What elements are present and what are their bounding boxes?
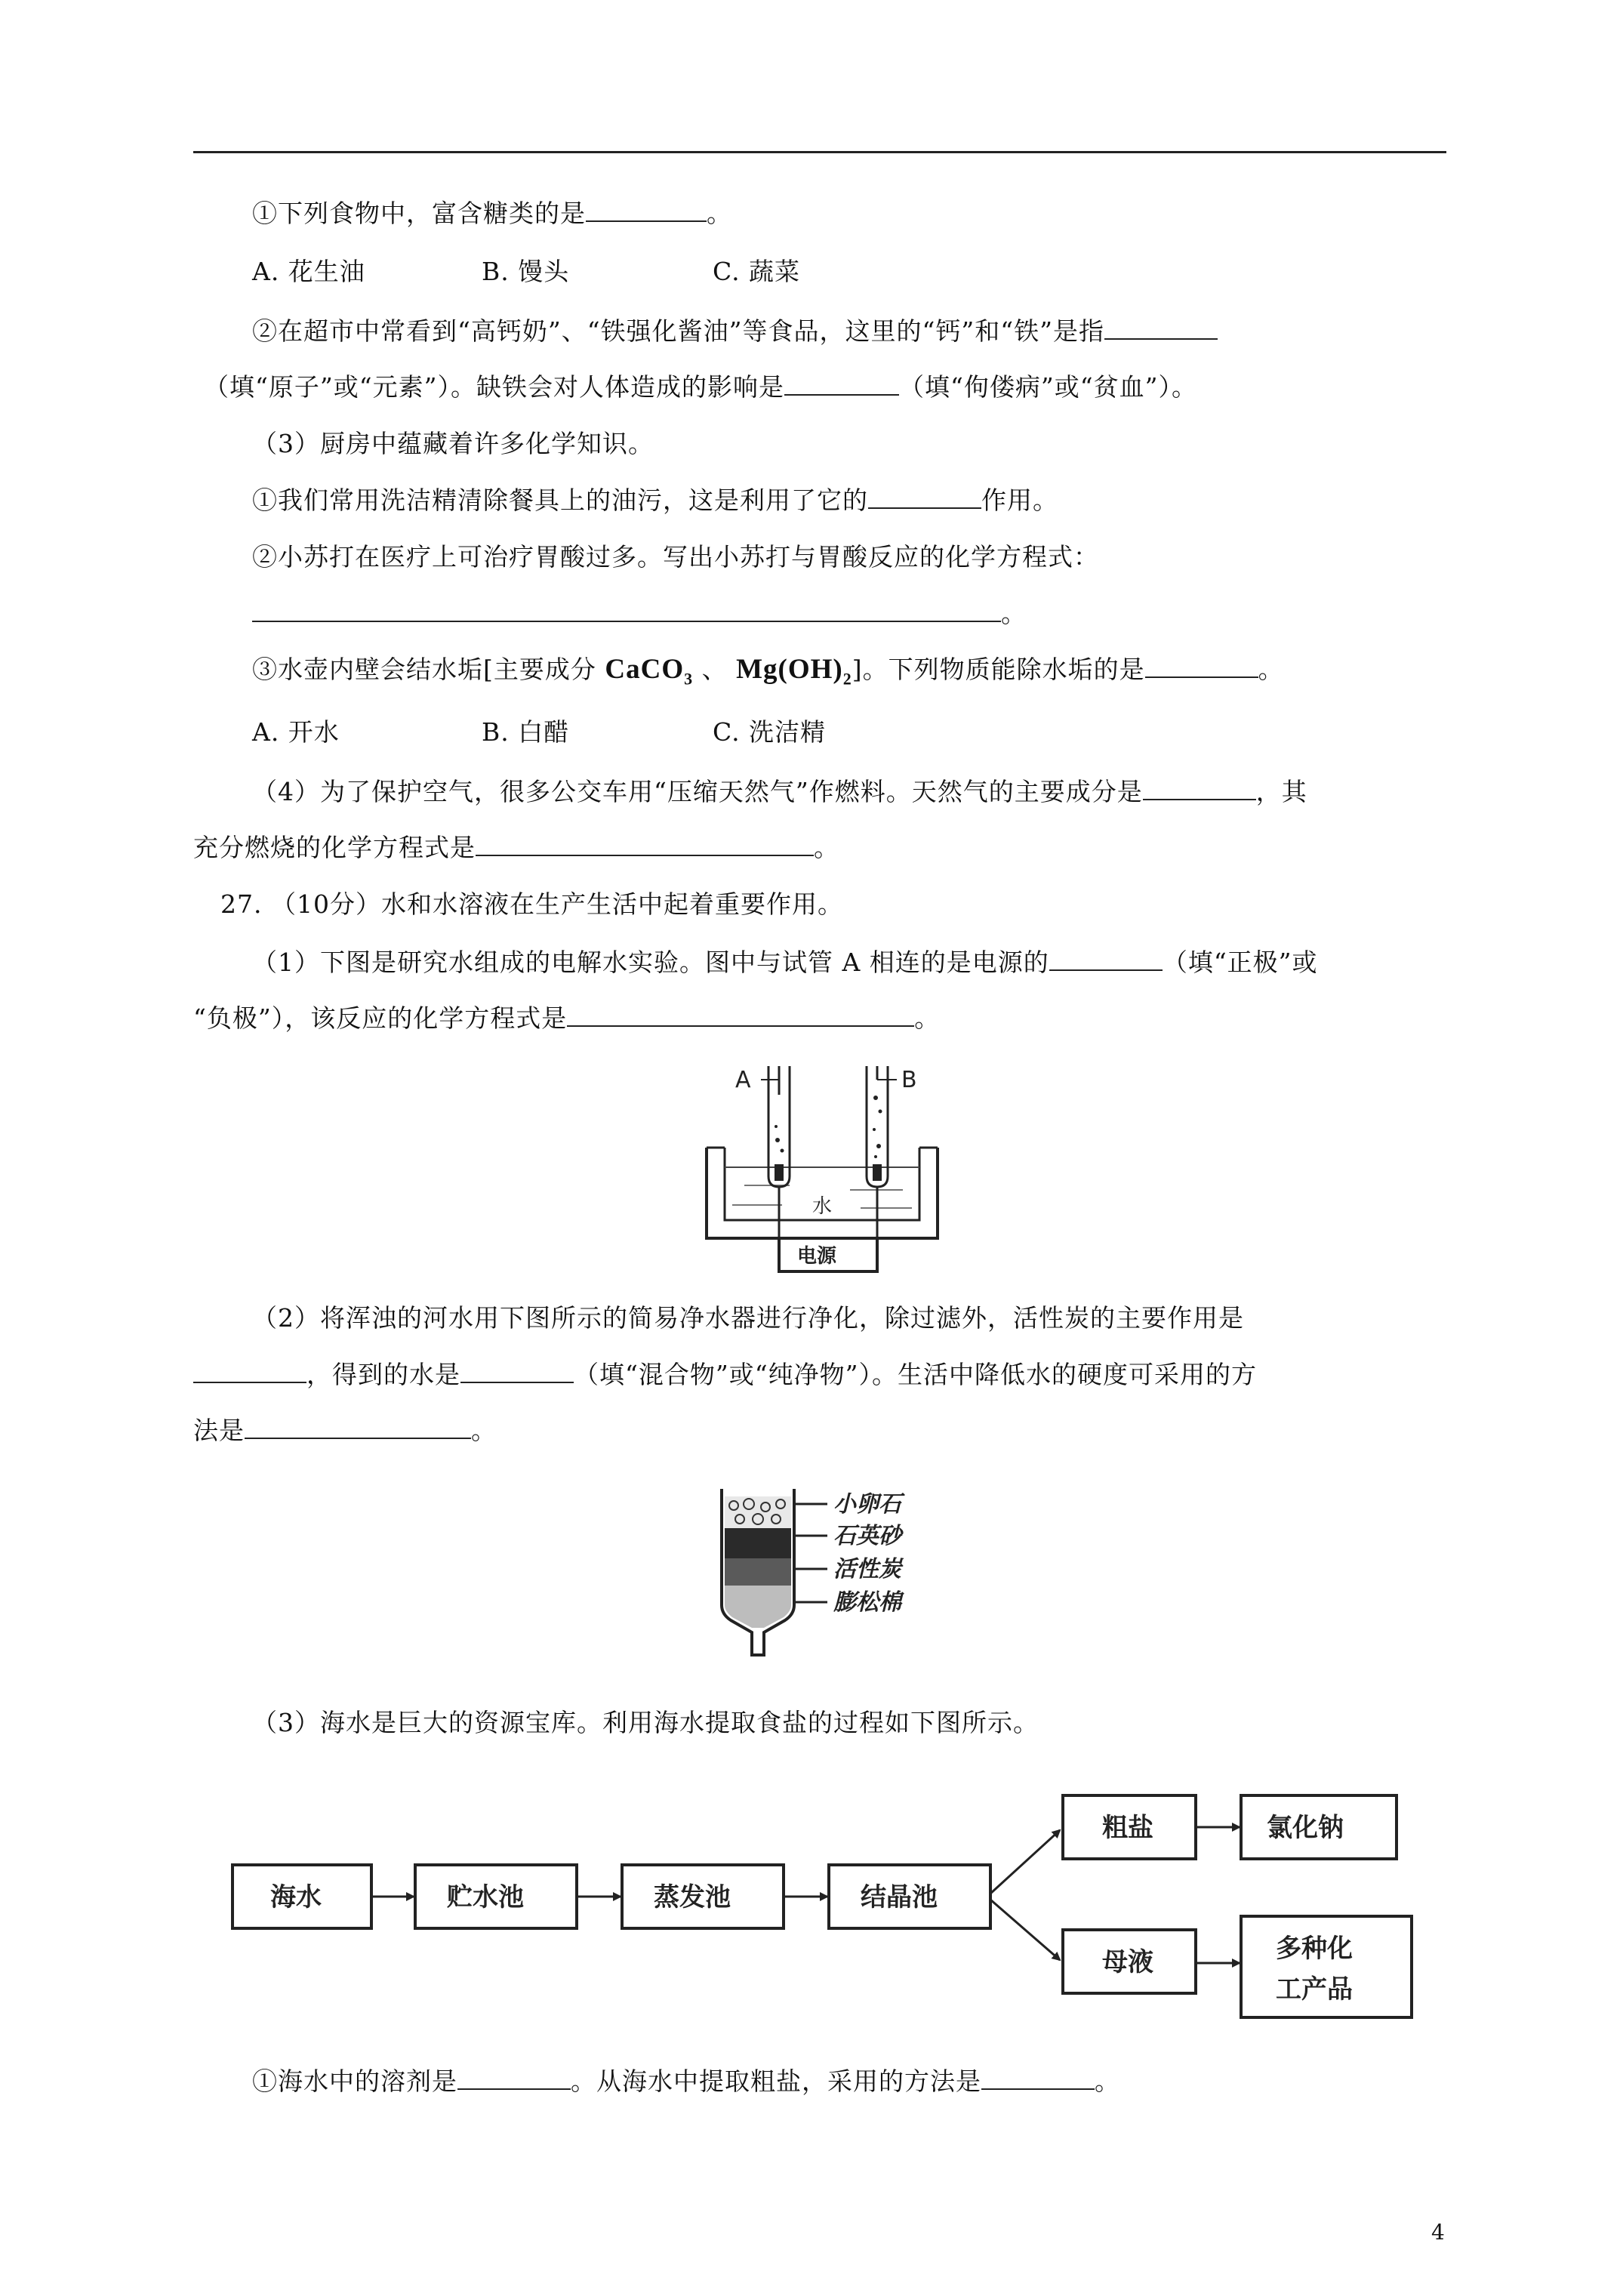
layer-activated-carbon: 活性炭 — [833, 1556, 901, 1583]
answer-blank[interactable] — [1104, 316, 1218, 340]
layer-pebbles: 小卵石 — [833, 1491, 901, 1518]
svg-text:贮水池: 贮水池 — [447, 1882, 524, 1912]
svg-text:粗盐: 粗盐 — [1102, 1813, 1153, 1843]
label-b: B — [901, 1067, 917, 1093]
svg-text:母液: 母液 — [1102, 1947, 1153, 1977]
q27-filter-cont: ，得到的水是 （填“混合物”或“纯净物”）。生活中降低水的硬度可采用的方 — [193, 1359, 1257, 1390]
q27-electrolysis: （1）下图是研究水组成的电解水实验。图中与试管 A 相连的是电源的 （填“正极”或 — [252, 948, 1318, 977]
svg-text:氯化钠: 氯化钠 — [1267, 1813, 1344, 1843]
power-label: 电源 — [797, 1245, 837, 1268]
box-reservoir — [415, 1865, 577, 1928]
answer-blank[interactable] — [460, 1359, 574, 1383]
answer-blank[interactable] — [245, 1415, 471, 1439]
answer-blank[interactable] — [193, 1359, 306, 1383]
option-c: C. 蔬菜 — [713, 257, 801, 286]
q27-filter-cont2: 法是 。 — [193, 1416, 497, 1445]
option-b: B. 白醋 — [482, 717, 570, 747]
layer-cotton: 膨松棉 — [833, 1589, 901, 1616]
answer-blank[interactable] — [1143, 776, 1256, 800]
option-a: A. 开水 — [252, 717, 340, 747]
svg-text:海水: 海水 — [270, 1882, 322, 1912]
q-detergent: ①我们常用洗洁精清除餐具上的油污，这是利用了它的 作用。 — [252, 485, 1058, 515]
q-scale: ③水壶内壁会结水垢[主要成分 CaCO$_3$ 、 $Mg(OH)_2$]。下列物质能除水垢的是 。 — [252, 654, 1284, 689]
box-evaporation — [622, 1865, 784, 1928]
option-c: C. 洗洁精 — [713, 717, 827, 747]
seawater-flowchart — [226, 1782, 1434, 2023]
answer-blank[interactable] — [252, 598, 1001, 622]
page-number: 4 — [1431, 2220, 1445, 2245]
label-a: A — [735, 1067, 751, 1093]
water-filter-diagram — [714, 1484, 963, 1673]
svg-text:蒸发池: 蒸发池 — [654, 1882, 731, 1912]
box-seawater — [233, 1865, 371, 1928]
q-natural-gas: （4）为了保护空气，很多公交车用“压缩天然气”作燃料。天然气的主要成分是 ，其 — [252, 777, 1307, 806]
box-nacl — [1241, 1795, 1397, 1859]
formula-mgoh2: $Mg(OH)_2$ — [736, 654, 852, 689]
svg-text:工产品: 工产品 — [1276, 1974, 1353, 2005]
q27-seawater: （3）海水是巨大的资源宝库。利用海水提取食盐的过程如下图所示。 — [252, 1708, 1039, 1737]
layer-quartz-sand: 石英砂 — [833, 1523, 901, 1549]
q-kitchen-heading: （3）厨房中蕴藏着许多化学知识。 — [252, 429, 654, 458]
electrolysis-diagram — [699, 1057, 956, 1276]
answer-blank[interactable] — [586, 198, 707, 222]
q27-heading: 27. （10分）水和水溶液在生产生活中起着重要作用。 — [220, 889, 843, 919]
q-sugar-food: ①下列食物中，富含糖类的是 。 — [252, 199, 732, 228]
q-calcium-iron-cont: （填“原子”或“元素”）。缺铁会对人体造成的影响是 （填“佝偻病”或“贫血”）。 — [204, 372, 1197, 402]
option-b: B. 馒头 — [482, 257, 570, 286]
answer-blank[interactable] — [457, 2066, 571, 2090]
q-natural-gas-cont: 充分燃烧的化学方程式是 。 — [193, 833, 839, 862]
box-mother-liquor — [1063, 1930, 1196, 1993]
answer-blank[interactable] — [981, 2066, 1095, 2090]
box-chemical-products — [1241, 1916, 1412, 2017]
formula-caco3: CaCO$_3$ — [605, 654, 694, 689]
answer-blank[interactable] — [1049, 947, 1163, 971]
svg-text:结晶池: 结晶池 — [861, 1882, 938, 1912]
header-rule — [193, 151, 1446, 153]
q-baking-soda: ②小苏打在医疗上可治疗胃酸过多。写出小苏打与胃酸反应的化学方程式： — [252, 542, 1099, 572]
answer-blank[interactable] — [784, 371, 899, 396]
box-crude-salt — [1063, 1795, 1196, 1859]
answer-blank[interactable] — [476, 832, 814, 856]
option-a: A. 花生油 — [252, 257, 365, 286]
svg-text:多种化: 多种化 — [1276, 1934, 1353, 1964]
answer-blank[interactable] — [567, 1003, 914, 1027]
water-label: 水 — [812, 1195, 833, 1218]
q-baking-soda-blank: 。 — [252, 598, 1027, 629]
q27-electrolysis-cont: “负极”），该反应的化学方程式是 。 — [193, 1003, 941, 1033]
q27-solvent: ①海水中的溶剂是 。从海水中提取粗盐，采用的方法是 。 — [252, 2066, 1120, 2096]
q27-filter: （2）将浑浊的河水用下图所示的简易净水器进行净化，除过滤外，活性炭的主要作用是 — [252, 1303, 1244, 1333]
answer-blank[interactable] — [1145, 654, 1258, 678]
box-crystallization — [829, 1865, 990, 1928]
q-calcium-iron: ②在超市中常看到“高钙奶”、“铁强化酱油”等食品，这里的“钙”和“铁”是指 — [252, 316, 1218, 347]
answer-blank[interactable] — [868, 485, 981, 509]
